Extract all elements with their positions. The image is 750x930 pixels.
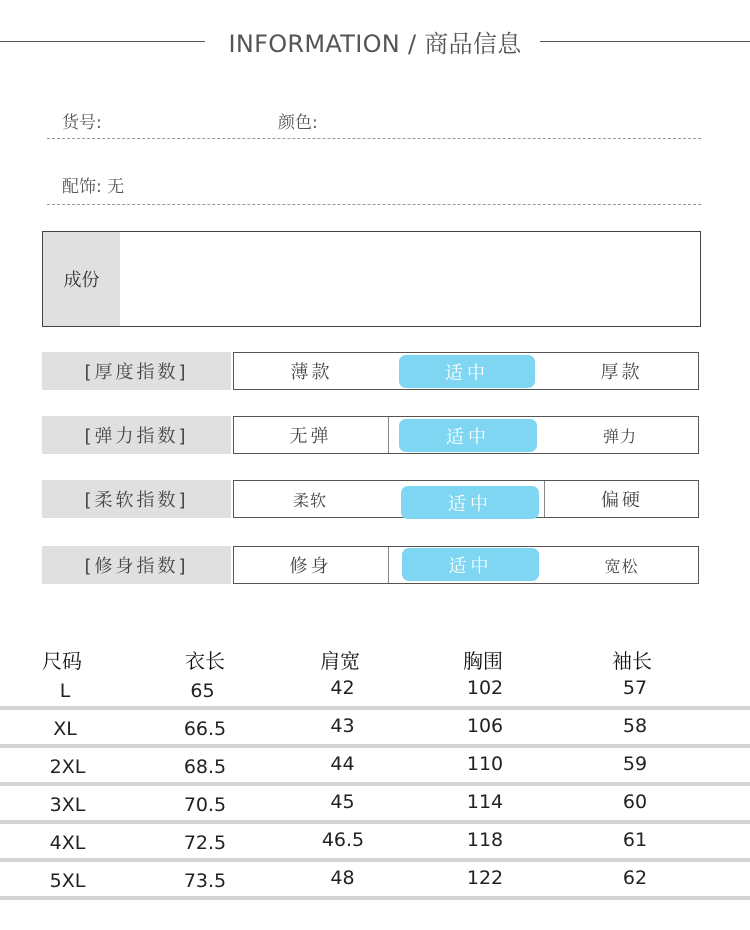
- size-table-header-chest: 胸围: [463, 649, 503, 673]
- sleeve-cell: 61: [622, 829, 648, 851]
- shoulder-cell: 42: [330, 677, 355, 699]
- length-cell: 70.5: [183, 794, 227, 816]
- thickness-index-label: [厚度指数]: [42, 352, 231, 390]
- elasticity-index-scale: [233, 416, 699, 454]
- size-cell: 2XL: [49, 756, 86, 778]
- sleeve-cell: 57: [622, 677, 648, 699]
- composition-box: [42, 231, 701, 327]
- thickness-option-thin: 薄款: [290, 362, 333, 383]
- thickness-option-thick: 厚款: [600, 362, 643, 383]
- softness-option-soft: 柔软: [292, 490, 327, 510]
- row-divider: [0, 744, 750, 748]
- item-number-label: 货号:: [62, 113, 102, 133]
- chest-cell: 102: [466, 677, 504, 699]
- size-cell: 4XL: [49, 832, 86, 854]
- length-cell: 66.5: [183, 718, 227, 740]
- softness-option-stiff: 偏硬: [601, 490, 643, 511]
- fit-option-slim: 修身: [289, 556, 332, 577]
- option-divider: [388, 417, 389, 453]
- elasticity-option-medium-selected: 适中: [399, 419, 537, 452]
- length-cell: 68.5: [183, 756, 227, 778]
- softness-index-scale: [233, 480, 699, 518]
- accessory-value: 无: [107, 177, 125, 197]
- info-divider: [47, 204, 701, 205]
- fit-index-scale: [233, 546, 699, 584]
- size-cell: L: [59, 680, 71, 702]
- fit-option-loose: 宽松: [604, 556, 639, 576]
- shoulder-cell: 48: [330, 867, 355, 889]
- sleeve-cell: 58: [622, 715, 648, 737]
- size-table-header-size: 尺码: [42, 649, 82, 673]
- chest-cell: 114: [466, 791, 504, 813]
- softness-option-medium-selected: 适中: [401, 486, 539, 519]
- shoulder-cell: 43: [330, 715, 355, 737]
- size-cell: XL: [53, 718, 77, 740]
- accessory-label: 配饰:: [62, 177, 102, 197]
- fit-index-label: [修身指数]: [42, 546, 231, 584]
- page-title: INFORMATION / 商品信息: [228, 30, 522, 58]
- info-divider: [47, 138, 701, 139]
- length-cell: 72.5: [183, 832, 227, 854]
- shoulder-cell: 46.5: [321, 829, 365, 851]
- row-divider: [0, 858, 750, 862]
- composition-label: 成份: [43, 232, 120, 326]
- chest-cell: 110: [466, 753, 504, 775]
- shoulder-cell: 44: [330, 753, 355, 775]
- thickness-index-scale: [233, 352, 699, 390]
- row-divider: [0, 782, 750, 786]
- chest-cell: 118: [466, 829, 504, 851]
- option-divider: [388, 547, 389, 583]
- chest-cell: 122: [466, 867, 504, 889]
- accessory-row: [62, 172, 124, 197]
- size-table-header-length: 衣长: [185, 649, 225, 673]
- length-cell: 73.5: [183, 870, 227, 892]
- fit-option-medium-selected: 适中: [402, 548, 539, 581]
- row-divider: [0, 896, 750, 900]
- row-divider: [0, 706, 750, 710]
- softness-index-label: [柔软指数]: [42, 480, 231, 518]
- header-line-left: [0, 41, 205, 42]
- color-label: 颜色:: [278, 113, 318, 133]
- header-line-right: [540, 41, 750, 42]
- sleeve-cell: 59: [622, 753, 648, 775]
- shoulder-cell: 45: [330, 791, 355, 813]
- size-table-header-shoulder: 肩宽: [320, 649, 360, 673]
- sleeve-cell: 60: [622, 791, 648, 813]
- size-table-header-sleeve: 袖长: [612, 649, 652, 673]
- length-cell: 65: [190, 680, 215, 702]
- row-divider: [0, 820, 750, 824]
- elasticity-option-stretch: 弹力: [602, 426, 637, 446]
- chest-cell: 106: [466, 715, 504, 737]
- size-cell: 3XL: [49, 794, 86, 816]
- size-cell: 5XL: [49, 870, 86, 892]
- sleeve-cell: 62: [622, 867, 648, 889]
- elasticity-index-label: [弹力指数]: [42, 416, 231, 454]
- elasticity-option-none: 无弹: [289, 426, 332, 447]
- thickness-option-medium-selected: 适中: [399, 355, 535, 388]
